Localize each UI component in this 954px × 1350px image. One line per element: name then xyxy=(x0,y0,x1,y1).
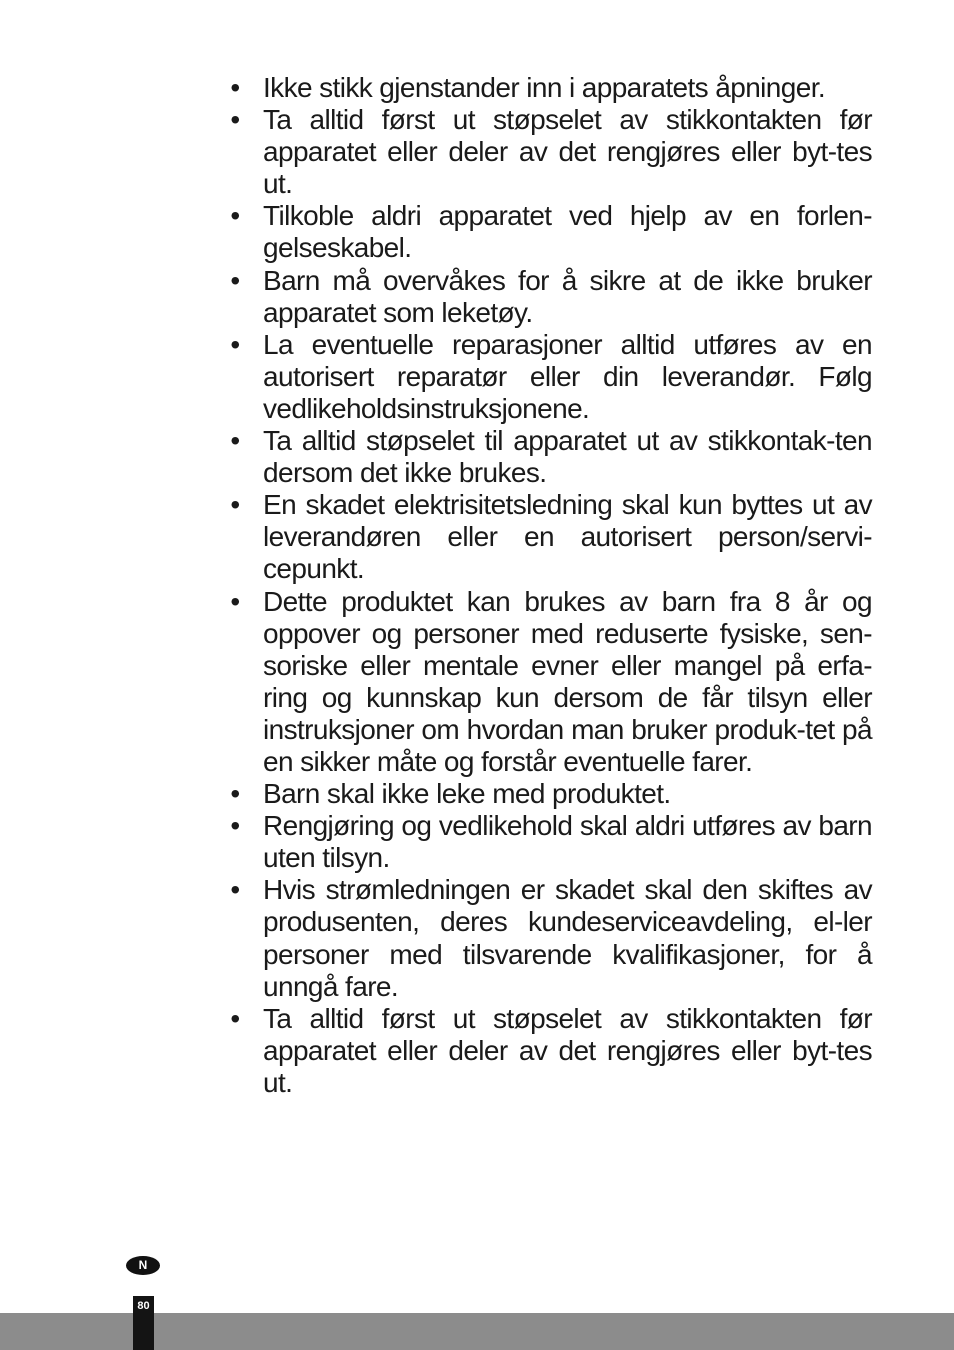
list-item-text: Ta alltid støpselet til apparatet ut av stikkontak-ten dersom det ikke brukes. xyxy=(263,425,872,489)
bullet-icon: • xyxy=(230,810,240,842)
list-item-text: En skadet elektrisitetsledning skal kun byttes ut av leverandøren eller en autorisert person/servi-cepunkt. xyxy=(263,489,872,585)
bullet-icon: • xyxy=(230,585,240,617)
list-item xyxy=(226,874,872,1002)
bullet-icon: • xyxy=(230,1002,240,1034)
bullet-icon: • xyxy=(230,200,240,232)
list-item xyxy=(226,200,872,264)
list-item-text: Barn skal ikke leke med produktet. xyxy=(263,778,671,810)
list-item-text: Rengjøring og vedlikehold skal aldri utføres av barn uten tilsyn. xyxy=(263,810,872,874)
bullet-icon: • xyxy=(230,328,240,360)
list-item xyxy=(226,586,872,779)
list-item-text: Ta alltid først ut støpselet av stikkontakten før apparatet eller deler av det rengjøres eller byt-tes ut. xyxy=(263,104,872,200)
bullet-icon: • xyxy=(230,778,240,810)
bullet-icon: • xyxy=(230,425,240,457)
list-item-text: Ikke stikk gjenstander inn i apparatets åpninger. xyxy=(263,72,826,103)
list-item xyxy=(226,489,872,585)
bullet-icon: • xyxy=(230,264,240,296)
list-item-text: Dette produktet kan brukes av barn fra 8 år og oppover og personer med reduserte fysiske, sen-soriske eller mentale evner eller mangel på erfa-ring og kunnskap kun dersom de får tilsyn eller instruksjoner om hvordan man bruker produk-tet på en sikker måte og forstår eventuelle farer. xyxy=(263,585,872,777)
list-item-text: Hvis strømledningen er skadet skal den skiftes av produsenten, deres kundeserviceavdeling, el-ler personer med tilsvarende kvalifikasjoner, for å unngå fare. xyxy=(263,874,872,1002)
bullet-list xyxy=(226,72,872,1099)
list-item xyxy=(226,425,872,489)
bullet-icon: • xyxy=(230,874,240,906)
list-item xyxy=(226,1003,872,1099)
list-item-text: Ta alltid først ut støpselet av stikkontakten før apparatet eller deler av det rengjøres eller byt-tes ut. xyxy=(263,1002,872,1098)
list-item-text: La eventuelle reparasjoner alltid utføres av en autorisert reparatør eller din leverandør. Følg vedlikeholdsinstruksjonene. xyxy=(263,328,872,424)
list-item-text: Tilkoble aldri apparatet ved hjelp av en forlen-gelseskabel. xyxy=(263,200,872,264)
list-item xyxy=(226,810,872,874)
list-item xyxy=(226,329,872,425)
language-badge: N xyxy=(126,1256,160,1275)
list-item xyxy=(226,104,872,200)
list-item xyxy=(226,72,872,104)
bullet-icon: • xyxy=(230,489,240,521)
page-number: 80 xyxy=(133,1296,154,1350)
bullet-icon: • xyxy=(230,104,240,136)
list-item xyxy=(226,778,872,810)
bullet-icon: • xyxy=(230,72,240,103)
safety-instructions xyxy=(226,72,872,1099)
list-item xyxy=(226,265,872,329)
list-item-text: Barn må overvåkes for å sikre at de ikke bruker apparatet som leketøy. xyxy=(263,264,872,328)
